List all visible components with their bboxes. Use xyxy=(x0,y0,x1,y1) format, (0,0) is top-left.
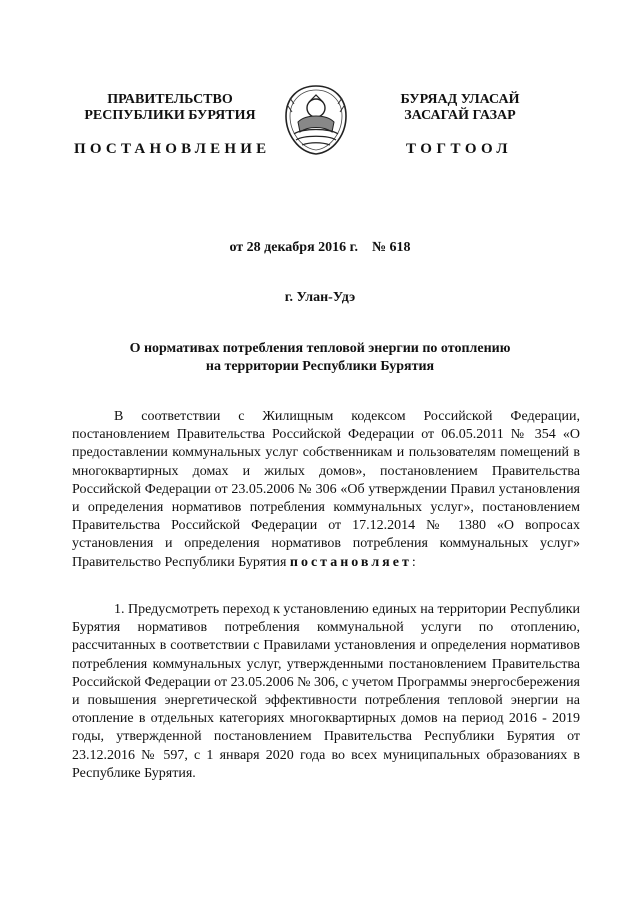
government-name-buryat xyxy=(360,92,560,124)
item-1-text: 1. Предусмотреть переход к установлению единых на территории Республики Бурятия нормативов потребления коммунальной услуги по отоплению, рассчитанных в соответствии с Правилами установления и определения нормативов потребления коммунальных услуг, утвержденными постановлением Правительства Российской Федерации от 23.05.2006 № 306, с учетом Программы энергосбережения и повышения энергетической эффективности потребления тепловой энергии на отопление в отдельных категориях многоквартирных домов на период 2016 - 2019 годы, утвержденной постановлением Правительства Республики Бурятия от 23.12.2016 № 597, с 1 января 2020 года во всех муниципальных образованиях в Республике Бурятия. xyxy=(72,602,580,781)
header-right-line1: БУРЯАД УЛАСАЙ xyxy=(400,92,520,107)
doc-type-russian: ПОСТАНОВЛЕНИЕ xyxy=(74,141,271,157)
header-left-line1: ПРАВИТЕЛЬСТВО xyxy=(107,92,233,107)
item-1-paragraph xyxy=(72,601,580,783)
resolves-colon: : xyxy=(411,554,416,570)
document-date-number: от 28 декабря 2016 г. № 618 xyxy=(229,240,411,255)
resolves-word: постановляет xyxy=(289,554,412,570)
header-left-line2: РЕСПУБЛИКИ БУРЯТИЯ xyxy=(84,108,256,123)
document-city: г. Улан-Удэ xyxy=(284,290,356,305)
doc-type-buryat: ТОГТООЛ xyxy=(406,141,513,157)
header-right-line2: ЗАСАГАЙ ГАЗАР xyxy=(404,108,516,123)
title-line2: на территории Республики Бурятия xyxy=(205,359,435,374)
coat-of-arms-icon xyxy=(282,84,350,156)
title-line1: О нормативах потребления тепловой энергии по отоплению xyxy=(129,341,511,356)
document-title xyxy=(60,340,580,376)
preamble-paragraph xyxy=(72,408,580,572)
government-name-russian xyxy=(70,92,270,124)
preamble-text: В соответствии с Жилищным кодексом Российской Федерации, постановлением Правительства Российской Федерации от 06.05.2011 № 354 «О предоставлении коммунальных услуг собственникам и пользователям помещений в многоквартирных домах и жилых домов», постановлением Правительства Российской Федерации от 23.05.2006 № 306 «Об утверждении Правил установления и определения нормативов потребления коммунальных услуг», постановлением Правительства Российской Федерации от 17.12.2014 № 1380 «О вопросах установления и определения нормативов потребления коммунальных услуг» Правительство Республики Бурятия xyxy=(72,409,580,570)
